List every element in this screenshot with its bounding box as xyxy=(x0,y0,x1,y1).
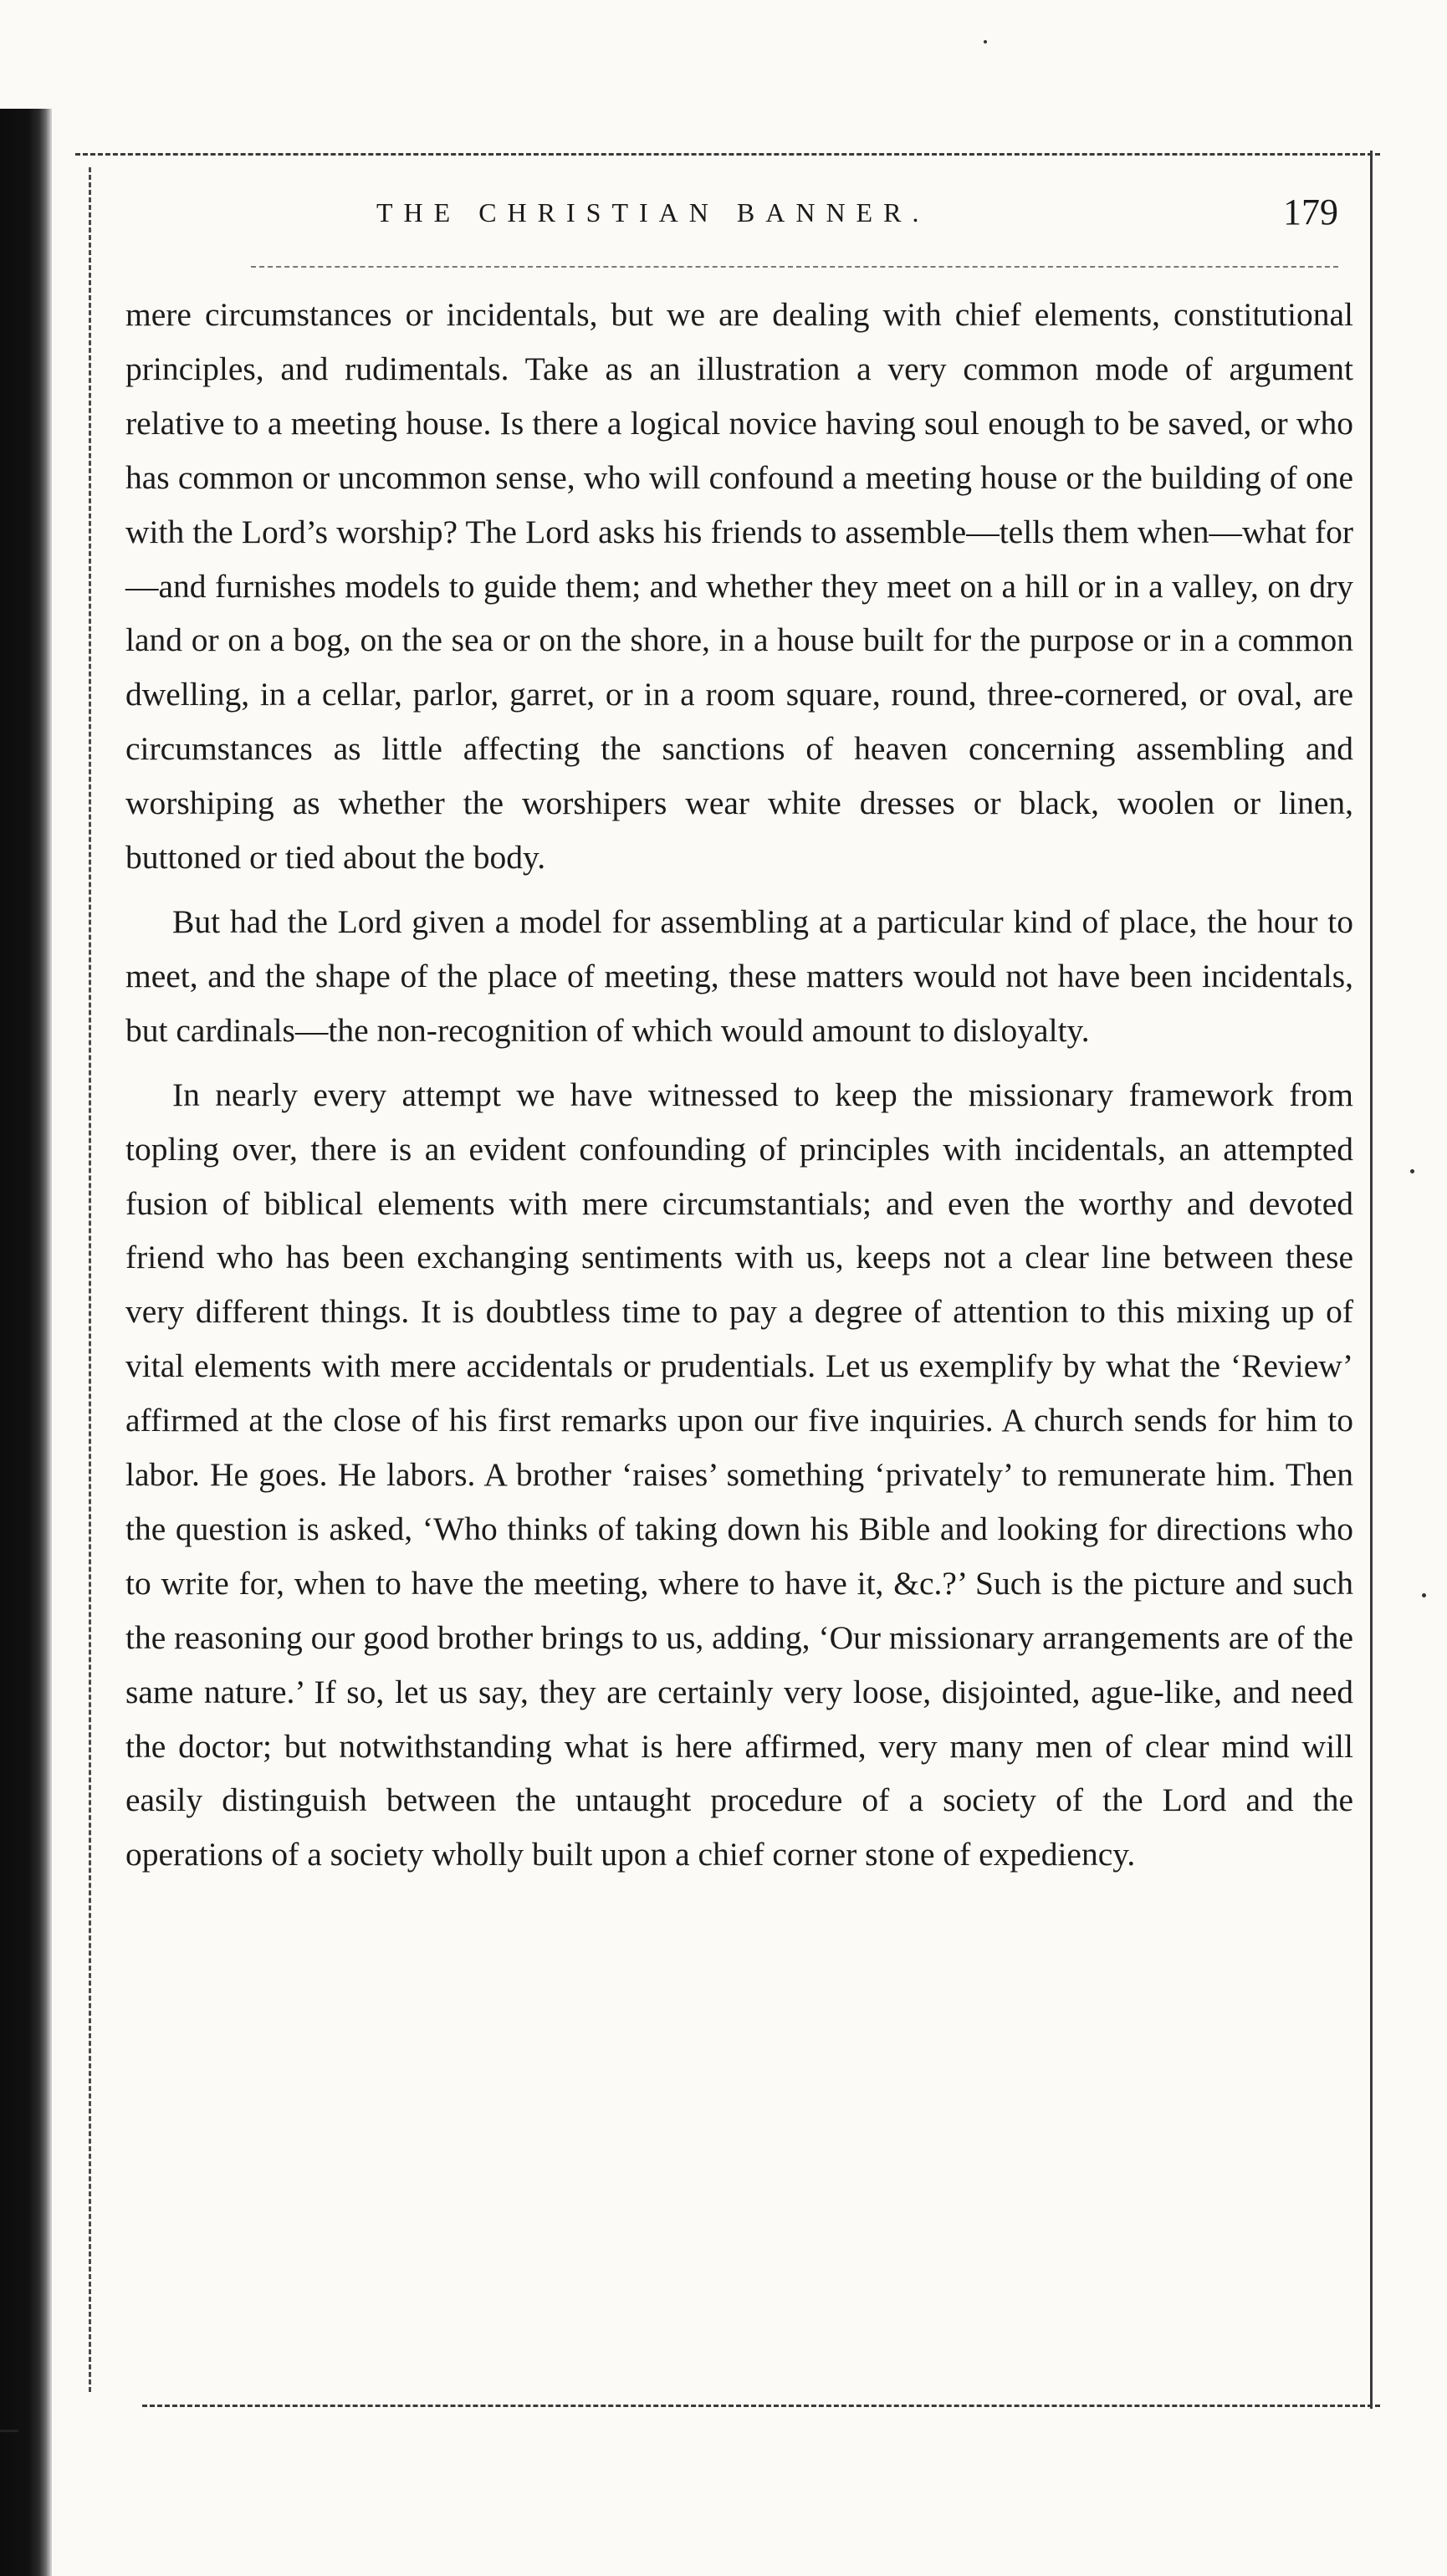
frame-bottom-rule xyxy=(142,2405,1380,2407)
frame-right-rule xyxy=(1370,151,1373,2409)
speck xyxy=(984,40,987,43)
frame-top-rule xyxy=(75,153,1380,156)
binding-mark xyxy=(0,2430,18,2432)
paragraph-1: mere circumstances or incidentals, but we are dealing with chief elements, constitutional principles, and rudimentals. Take as an illustration a very common mode of argument relative to a meeting house. Is there a logical novice having soul enough to be saved, or who has common or uncommon sense, who will confound a meeting house or the building of one with the Lord’s worship? The Lord asks his friends to assemble—tells them when—what for—and furnishes models to guide them; and whether they meet on a hill or in a valley, on dry land or on a bog, on the sea or on the shore, in a house built for the purpose or in a common dwelling, in a cellar, parlor, garret, or in a room square, round, three-cornered, or oval, are circumstances as little affecting the sanctions of heaven concerning assembling and worshiping as whether the worshipers wear white dresses or black, woolen or linen, buttoned or tied about the body. xyxy=(125,296,1353,877)
book-binding-edge xyxy=(0,109,52,2576)
page-number: 179 xyxy=(1283,192,1338,233)
speck xyxy=(1410,1169,1414,1173)
page-body xyxy=(125,288,1353,1882)
paragraph-3: In nearly every attempt we have witnessed to keep the missionary framework from topling over, there is an evident confounding of principles with incidentals, an attempted fusion of biblical elements with mere circumstantials; and even the worthy and devoted friend who has been exchanging sentiments with us, keeps not a clear line between these very different things. It is doubtless time to pay a degree of attention to this mixing up of vital elements with mere accidentals or prudentials. Let us exemplify by what the ‘Review’ affirmed at the close of his first remarks upon our five inquiries. A church sends for him to labor. He goes. He labors. A brother ‘raises’ something ‘privately’ to remunerate him. Then the question is asked, ‘Who thinks of taking down his Bible and looking for directions who to write for, when to have the meeting, where to have it, &c.?’ Such is the picture and such the reasoning our good brother brings to us, adding, ‘Our missionary arrangements are of the same nature.’ If so, let us say, they are certainly very loose, disjointed, ague-like, and need the doctor; but notwithstanding what is here affirmed, very many men of clear mind will easily distinguish between the untaught procedure of a society of the Lord and the operations of a society wholly built upon a chief corner stone of expediency. xyxy=(125,1076,1353,1873)
speck xyxy=(1422,1593,1426,1597)
header-rule xyxy=(251,266,1338,268)
running-title: THE CHRISTIAN BANNER. xyxy=(376,197,930,227)
paragraph-2: But had the Lord given a model for assembling at a particular kind of place, the hour to meet, and the shape of the place of meeting, these matters would not have been incidentals, but cardinals—the non-recognition of which would amount to disloyalty. xyxy=(125,902,1353,1049)
frame-left-rule xyxy=(89,167,91,2392)
running-head xyxy=(125,191,1355,241)
